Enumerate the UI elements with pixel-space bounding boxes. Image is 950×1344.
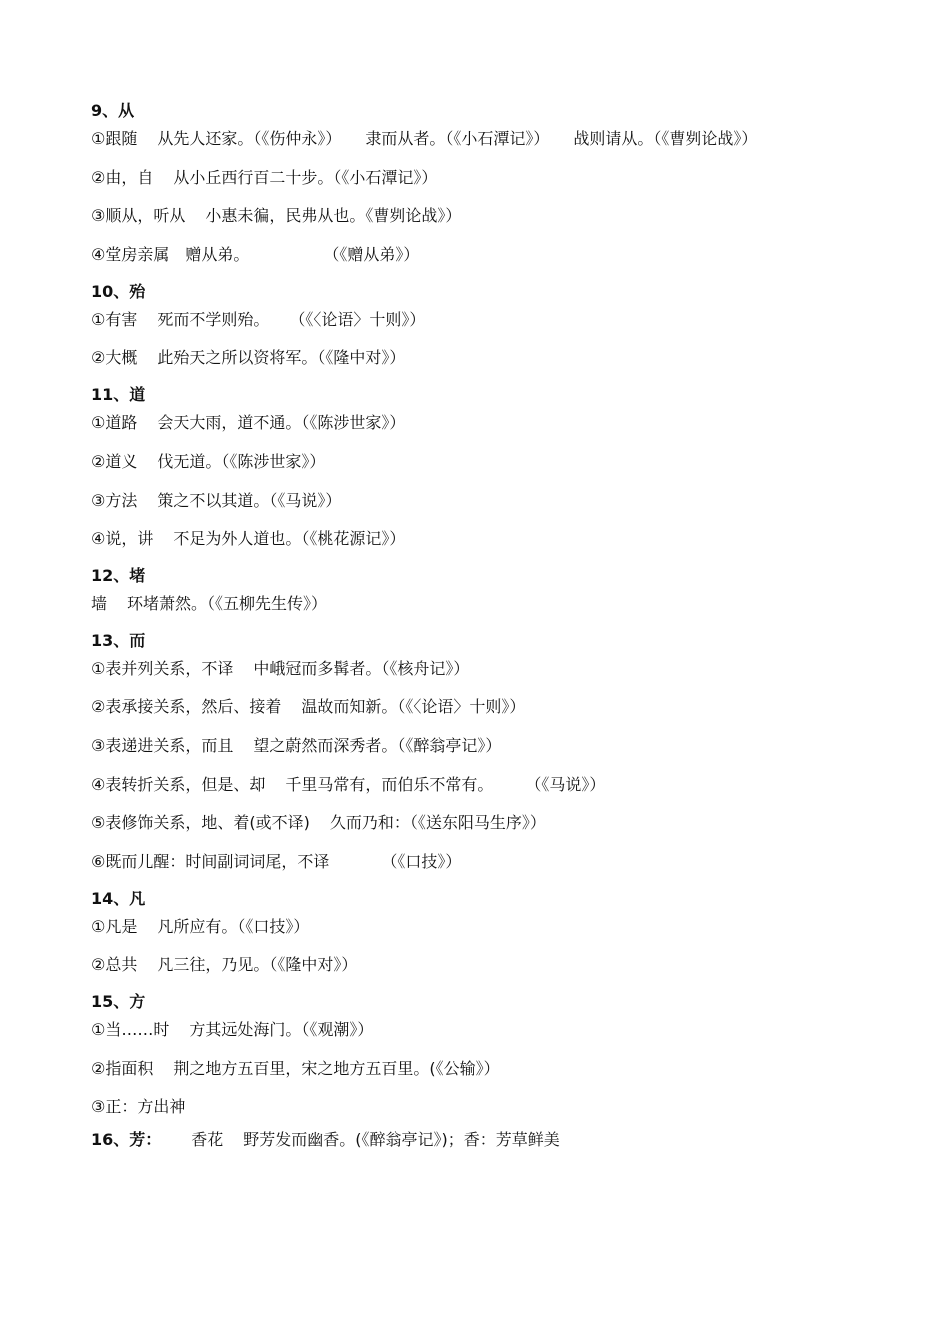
definition-line — [91, 447, 911, 477]
example: 野芳发而幽香。(《醉翁亭记》)；香：芳草鲜美 — [243, 1130, 560, 1150]
meaning: ②表承接关系，然后、接着 — [91, 697, 282, 717]
source: （《〈论语〉十则》） — [289, 309, 426, 329]
definition-line — [91, 847, 911, 877]
example: 望之蔚然而深秀者。（《醉翁亭记》） — [253, 735, 502, 755]
example: 不足为外人道也。（《桃花源记》） — [173, 529, 406, 549]
meaning: ④说，讲 — [91, 529, 154, 549]
definition-line — [91, 589, 911, 619]
definition-line — [91, 1092, 911, 1122]
definition-line — [91, 408, 911, 438]
meaning: ④堂房亲属 — [91, 245, 170, 265]
definition-line — [91, 305, 911, 335]
definition-line — [91, 808, 911, 838]
example: 凡所应有。（《口技》） — [157, 916, 310, 936]
source: （《赠从弟》） — [323, 245, 420, 265]
example: 中峨冠而多髯者。（《核舟记》） — [253, 658, 470, 678]
meaning: ⑥既而儿醒：时间副词词尾，不译 — [91, 852, 330, 871]
meaning: ③表递进关系，而且 — [91, 735, 234, 755]
meaning: ②由，自 — [91, 167, 154, 187]
meaning: ③顺从，听从 — [91, 206, 186, 226]
example: 此殆天之所以资将军。（《隆中对》） — [157, 348, 406, 368]
meaning: ①道路 — [91, 413, 138, 433]
definition-line — [91, 124, 911, 154]
example: 死而不学则殆。 — [157, 309, 270, 329]
definition-line — [91, 912, 911, 942]
section-heading: 13、而 — [91, 630, 146, 650]
definition-line — [91, 1054, 911, 1084]
definition-line — [91, 524, 911, 554]
definition-line — [91, 1125, 911, 1155]
example: 千里马常有，而伯乐不常有。 — [285, 774, 494, 794]
definition-line — [91, 343, 911, 373]
example: 隶而从者。（《小石潭记》） — [365, 129, 550, 148]
meaning: ③正：方出神 — [91, 1097, 186, 1117]
example: 从小丘西行百二十步。（《小石潭记》） — [173, 167, 438, 187]
meaning: ②大概 — [91, 348, 138, 368]
example: 温故而知新。（《〈论语〉十则》） — [301, 697, 526, 717]
definition-line — [91, 201, 911, 231]
section-heading: 9、从 — [91, 101, 135, 120]
example: 从先人还家。（《伤仲永》） — [157, 129, 342, 148]
meaning: ⑤表修饰关系，地、着(或不译) — [91, 813, 310, 833]
definition-line — [91, 950, 911, 980]
meaning: ③方法 — [91, 490, 138, 510]
example: 小惠未徧，民弗从也。《曹刿论战》） — [205, 206, 462, 226]
definition-line — [91, 770, 911, 800]
definition-line — [91, 163, 911, 193]
meaning: ①有害 — [91, 309, 138, 329]
meaning: ④表转折关系，但是、却 — [91, 774, 266, 794]
example: 环堵萧然。（《五柳先生传》） — [127, 593, 328, 613]
definition-line — [91, 731, 911, 761]
definition-line — [91, 1015, 911, 1045]
definition-line — [91, 654, 911, 684]
example: 久而乃和：（《送东阳马生序》） — [329, 813, 546, 833]
section-heading: 16、芳： — [91, 1130, 162, 1150]
meaning: ①跟随 — [91, 129, 138, 148]
example: 伐无道。（《陈涉世家》） — [157, 451, 326, 471]
meaning: ①表并列关系，不译 — [91, 658, 234, 678]
section-heading: 10、殆 — [91, 281, 146, 301]
section-heading: 14、凡 — [91, 888, 146, 908]
example: 战则请从。（《曹刿论战》） — [573, 129, 758, 148]
definition-line — [91, 692, 911, 722]
example: 凡三往，乃见。（《隆中对》） — [157, 955, 358, 975]
meaning: ①当……时 — [91, 1020, 170, 1040]
meaning: 墙 — [91, 593, 108, 613]
meaning: ①凡是 — [91, 916, 138, 936]
section-heading: 11、道 — [91, 385, 146, 405]
meaning: ②总共 — [91, 955, 138, 975]
section-heading: 12、堵 — [91, 565, 146, 585]
meaning: ②道义 — [91, 451, 138, 471]
meaning: 香花 — [191, 1130, 224, 1150]
source: （《口技》） — [381, 852, 462, 871]
example: 荆之地方五百里，宋之地方五百里。(《公输》） — [173, 1058, 500, 1078]
source: （《马说》） — [525, 774, 606, 794]
document-body — [91, 98, 911, 1164]
example: 会天大雨，道不通。（《陈涉世家》） — [157, 413, 406, 433]
definition-line — [91, 486, 911, 516]
meaning: ②指面积 — [91, 1058, 154, 1078]
section-heading: 15、方 — [91, 992, 146, 1012]
example: 方其远处海门。（《观潮》） — [189, 1020, 374, 1040]
example: 赠从弟。 — [185, 245, 250, 265]
example: 策之不以其道。（《马说》） — [157, 490, 342, 510]
definition-line — [91, 240, 911, 270]
